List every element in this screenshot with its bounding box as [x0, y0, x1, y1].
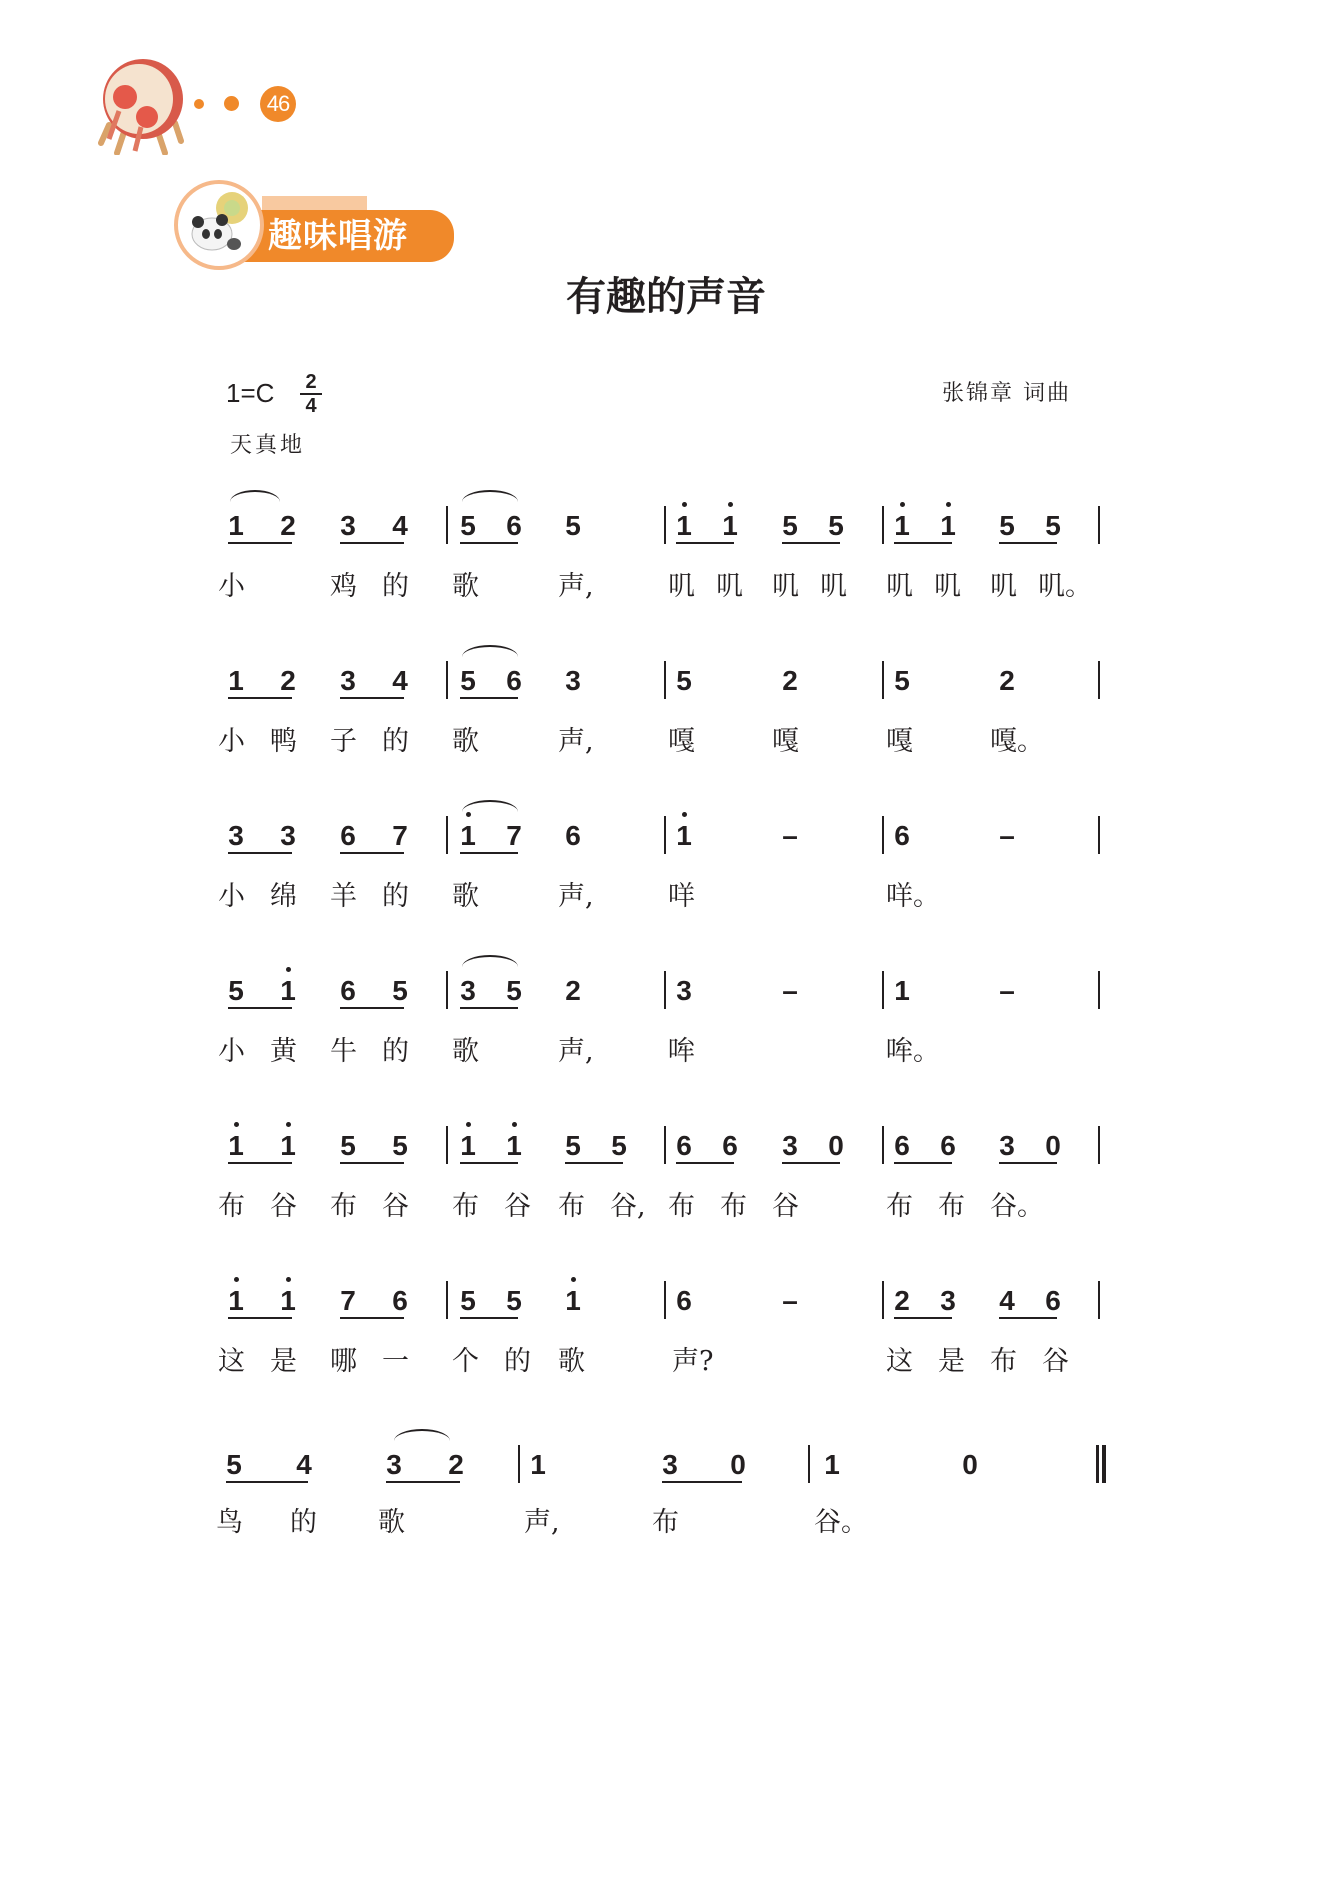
beam-underline [662, 1481, 742, 1483]
lyric: 的 [382, 726, 409, 757]
lyric: 嘎。 [990, 726, 1044, 757]
octave-dot [286, 1122, 291, 1127]
beam-underline [228, 1162, 292, 1164]
slur [462, 645, 518, 657]
note: 6 [894, 1130, 910, 1161]
note: 1 [894, 975, 910, 1006]
decor-dot [224, 96, 239, 111]
note: 5 [460, 665, 476, 696]
note: 1 [276, 1287, 300, 1315]
slur [462, 955, 518, 967]
note: 5 [228, 975, 244, 1006]
lyric: 叽 [668, 571, 695, 602]
barline [882, 1126, 884, 1164]
note: 3 [565, 665, 581, 696]
slur [462, 490, 518, 502]
lyric: 声? [672, 1346, 714, 1377]
lyric: 谷 [270, 1191, 297, 1222]
lyric: 黄 [270, 1036, 297, 1067]
lyric: 是 [270, 1346, 297, 1377]
note: 3 [228, 820, 244, 851]
panda-icon [174, 180, 264, 270]
tempo-marking: 天真地 [230, 433, 306, 458]
beam-underline [228, 1317, 292, 1319]
beam-underline [386, 1481, 460, 1483]
note: 6 [392, 1285, 408, 1316]
barline [446, 1126, 448, 1164]
note: 1 [276, 977, 300, 1005]
lyric: 咩。 [886, 881, 940, 912]
octave-dot [900, 502, 905, 507]
note: 4 [392, 665, 408, 696]
beam-underline [460, 1162, 518, 1164]
note: 3 [662, 1449, 678, 1480]
lyric: 羊 [330, 881, 357, 912]
note: – [782, 1285, 798, 1316]
beam-underline [565, 1162, 623, 1164]
note: 1 [530, 1449, 546, 1480]
barline [1098, 1281, 1100, 1319]
key-signature: 1=C [226, 378, 275, 408]
octave-dot [466, 1122, 471, 1127]
note: 1 [224, 1287, 248, 1315]
lyric: 谷。 [814, 1507, 868, 1538]
note: 5 [392, 975, 408, 1006]
beam-underline [460, 1007, 518, 1009]
octave-dot [682, 812, 687, 817]
note: 5 [676, 665, 692, 696]
note: 6 [722, 1130, 738, 1161]
lyric: 布 [558, 1191, 585, 1222]
note: 6 [565, 820, 581, 851]
lyric: 叽 [934, 571, 961, 602]
lyric: 歌 [378, 1507, 405, 1538]
barline [1098, 971, 1100, 1009]
lyric: 的 [382, 571, 409, 602]
note: 2 [280, 510, 296, 541]
octave-dot [571, 1277, 576, 1282]
lyric: 叽 [716, 571, 743, 602]
lyric: 声, [524, 1507, 560, 1538]
note: 5 [226, 1449, 242, 1480]
barline [664, 661, 666, 699]
note: 3 [340, 665, 356, 696]
barline [1098, 1126, 1100, 1164]
lyric: 声, [558, 726, 594, 757]
note: 1 [224, 1132, 248, 1160]
note: 5 [460, 510, 476, 541]
beam-underline [999, 1162, 1057, 1164]
barline [446, 971, 448, 1009]
beam-underline [228, 1007, 292, 1009]
octave-dot [946, 502, 951, 507]
lyric: 咩 [668, 881, 695, 912]
lyric: 是 [938, 1346, 965, 1377]
note: 2 [782, 665, 798, 696]
lyric: 鸡 [330, 571, 357, 602]
lyric: 牛 [330, 1036, 357, 1067]
lyric: 布 [330, 1191, 357, 1222]
note: 3 [782, 1130, 798, 1161]
note: 5 [340, 1130, 356, 1161]
note: 1 [456, 822, 480, 850]
note: 0 [730, 1449, 746, 1480]
note: 3 [386, 1449, 402, 1480]
lyric: 布 [886, 1191, 913, 1222]
note: 3 [999, 1130, 1015, 1161]
note: 5 [506, 975, 522, 1006]
note: 0 [962, 1449, 978, 1480]
note: 1 [824, 1449, 840, 1480]
note: 5 [565, 1130, 581, 1161]
note: 3 [280, 820, 296, 851]
note: 6 [340, 820, 356, 851]
note: 1 [936, 512, 960, 540]
beam-underline [340, 1317, 404, 1319]
beam-underline [460, 542, 518, 544]
lyric: 的 [290, 1507, 317, 1538]
note: 4 [392, 510, 408, 541]
beam-underline [228, 542, 292, 544]
slur [462, 800, 518, 812]
barline [446, 506, 448, 544]
time-signature [300, 372, 322, 416]
note: 0 [1045, 1130, 1061, 1161]
section-banner [172, 178, 457, 268]
note: – [782, 975, 798, 1006]
octave-dot [234, 1277, 239, 1282]
lyric: 哞。 [886, 1036, 940, 1067]
time-signature-top: 2 [305, 371, 317, 393]
note: 6 [506, 665, 522, 696]
note: 1 [561, 1287, 585, 1315]
beam-underline [228, 697, 292, 699]
author-credit: 张锦章 词曲 [942, 381, 1071, 406]
note: 1 [718, 512, 742, 540]
note: 1 [228, 665, 244, 696]
lyric: 叽 [772, 571, 799, 602]
note: 1 [672, 822, 696, 850]
barline [808, 1445, 810, 1483]
beam-underline [676, 1162, 734, 1164]
note: 5 [611, 1130, 627, 1161]
beam-underline [782, 1162, 840, 1164]
beam-underline [999, 1317, 1057, 1319]
note: 5 [565, 510, 581, 541]
lyric: 这 [886, 1346, 913, 1377]
lyric: 谷。 [990, 1191, 1044, 1222]
note: 6 [506, 510, 522, 541]
lyric: 叽。 [1038, 571, 1092, 602]
beam-underline [460, 697, 518, 699]
lyric: 歌 [558, 1346, 585, 1377]
barline [1098, 816, 1100, 854]
octave-dot [512, 1122, 517, 1127]
octave-dot [286, 1277, 291, 1282]
lyric: 哪 [330, 1346, 357, 1377]
lyric: 声, [558, 1036, 594, 1067]
beam-underline [894, 542, 952, 544]
barline [882, 661, 884, 699]
beam-underline [340, 1007, 404, 1009]
song-title: 有趣的声音 [566, 273, 766, 320]
beam-underline [999, 542, 1057, 544]
octave-dot [234, 1122, 239, 1127]
lyric: 小 [218, 1036, 245, 1067]
lyric: 鸭 [270, 726, 297, 757]
note: 6 [940, 1130, 956, 1161]
lyric: 个 [452, 1346, 479, 1377]
lyric: 子 [330, 726, 357, 757]
note: 5 [894, 665, 910, 696]
note: 7 [340, 1285, 356, 1316]
note: 1 [672, 512, 696, 540]
barline [664, 506, 666, 544]
note: 6 [676, 1130, 692, 1161]
octave-dot [466, 812, 471, 817]
page-number-badge: 46 [260, 86, 296, 122]
note: 1 [228, 510, 244, 541]
note: 5 [1045, 510, 1061, 541]
lyric: 谷 [382, 1191, 409, 1222]
beam-underline [894, 1317, 952, 1319]
note: 2 [894, 1285, 910, 1316]
lyric: 声, [558, 571, 594, 602]
lyric: 谷 [1042, 1346, 1069, 1377]
note: 4 [296, 1449, 312, 1480]
barline [446, 816, 448, 854]
barline [882, 816, 884, 854]
note: – [999, 975, 1015, 1006]
note: – [782, 820, 798, 851]
beam-underline [460, 1317, 518, 1319]
lyric: 布 [720, 1191, 747, 1222]
beam-underline [676, 542, 734, 544]
barline [446, 661, 448, 699]
lyric: 的 [504, 1346, 531, 1377]
barline [446, 1281, 448, 1319]
section-banner-title: 趣味唱游 [268, 216, 408, 256]
lyric: 歌 [452, 1036, 479, 1067]
note: 7 [506, 820, 522, 851]
lyric: 绵 [270, 881, 297, 912]
lyric: 布 [990, 1346, 1017, 1377]
note: 6 [340, 975, 356, 1006]
note: 3 [340, 510, 356, 541]
beam-underline [340, 697, 404, 699]
slur [230, 490, 280, 502]
lyric: 布 [652, 1507, 679, 1538]
beam-underline [340, 852, 404, 854]
note: 5 [828, 510, 844, 541]
note: 3 [676, 975, 692, 1006]
note: 5 [506, 1285, 522, 1316]
note: 2 [448, 1449, 464, 1480]
note: 1 [502, 1132, 526, 1160]
lyric: 哞 [668, 1036, 695, 1067]
note: 1 [890, 512, 914, 540]
decor-dot [194, 99, 204, 109]
lyric: 歌 [452, 726, 479, 757]
note: 1 [276, 1132, 300, 1160]
lyric: 叽 [820, 571, 847, 602]
note: 5 [460, 1285, 476, 1316]
beam-underline [340, 542, 404, 544]
lyric: 小 [218, 726, 245, 757]
note: 6 [894, 820, 910, 851]
lyric: 歌 [452, 881, 479, 912]
lyric: 嘎 [668, 726, 695, 757]
lyric: 叽 [886, 571, 913, 602]
drum-icon [95, 55, 187, 155]
beam-underline [226, 1481, 308, 1483]
barline [1098, 506, 1100, 544]
note: 3 [460, 975, 476, 1006]
note: 5 [392, 1130, 408, 1161]
barline [664, 816, 666, 854]
octave-dot [682, 502, 687, 507]
lyric: 布 [938, 1191, 965, 1222]
lyric: 嘎 [772, 726, 799, 757]
lyric: 一 [382, 1346, 409, 1377]
note: 7 [392, 820, 408, 851]
beam-underline [782, 542, 840, 544]
lyric: 布 [452, 1191, 479, 1222]
note: – [999, 820, 1015, 851]
slur [394, 1429, 450, 1441]
lyric: 谷 [504, 1191, 531, 1222]
note: 2 [565, 975, 581, 1006]
lyric: 布 [218, 1191, 245, 1222]
barline [882, 1281, 884, 1319]
lyric: 的 [382, 1036, 409, 1067]
lyric: 歌 [452, 571, 479, 602]
barline [1098, 661, 1100, 699]
lyric: 叽 [990, 571, 1017, 602]
lyric: 小 [218, 881, 245, 912]
note: 1 [456, 1132, 480, 1160]
beam-underline [460, 852, 518, 854]
lyric: 小 [218, 571, 245, 602]
final-barline [1096, 1445, 1099, 1483]
barline [664, 971, 666, 1009]
beam-underline [340, 1162, 404, 1164]
note: 5 [999, 510, 1015, 541]
note: 4 [999, 1285, 1015, 1316]
barline [664, 1281, 666, 1319]
lyric: 嘎 [886, 726, 913, 757]
lyric: 谷, [610, 1191, 646, 1222]
note: 2 [280, 665, 296, 696]
lyric: 谷 [772, 1191, 799, 1222]
lyric: 鸟 [216, 1507, 243, 1538]
note: 6 [676, 1285, 692, 1316]
barline [882, 506, 884, 544]
lyric: 布 [668, 1191, 695, 1222]
barline [664, 1126, 666, 1164]
note: 5 [782, 510, 798, 541]
lyric: 的 [382, 881, 409, 912]
beam-underline [228, 852, 292, 854]
note: 3 [940, 1285, 956, 1316]
octave-dot [728, 502, 733, 507]
time-signature-bottom: 4 [305, 395, 317, 417]
note: 6 [1045, 1285, 1061, 1316]
final-barline [1102, 1445, 1106, 1483]
beam-underline [894, 1162, 952, 1164]
barline [518, 1445, 520, 1483]
lyric: 声, [558, 881, 594, 912]
octave-dot [286, 967, 291, 972]
note: 2 [999, 665, 1015, 696]
lyric: 这 [218, 1346, 245, 1377]
barline [882, 971, 884, 1009]
note: 0 [828, 1130, 844, 1161]
